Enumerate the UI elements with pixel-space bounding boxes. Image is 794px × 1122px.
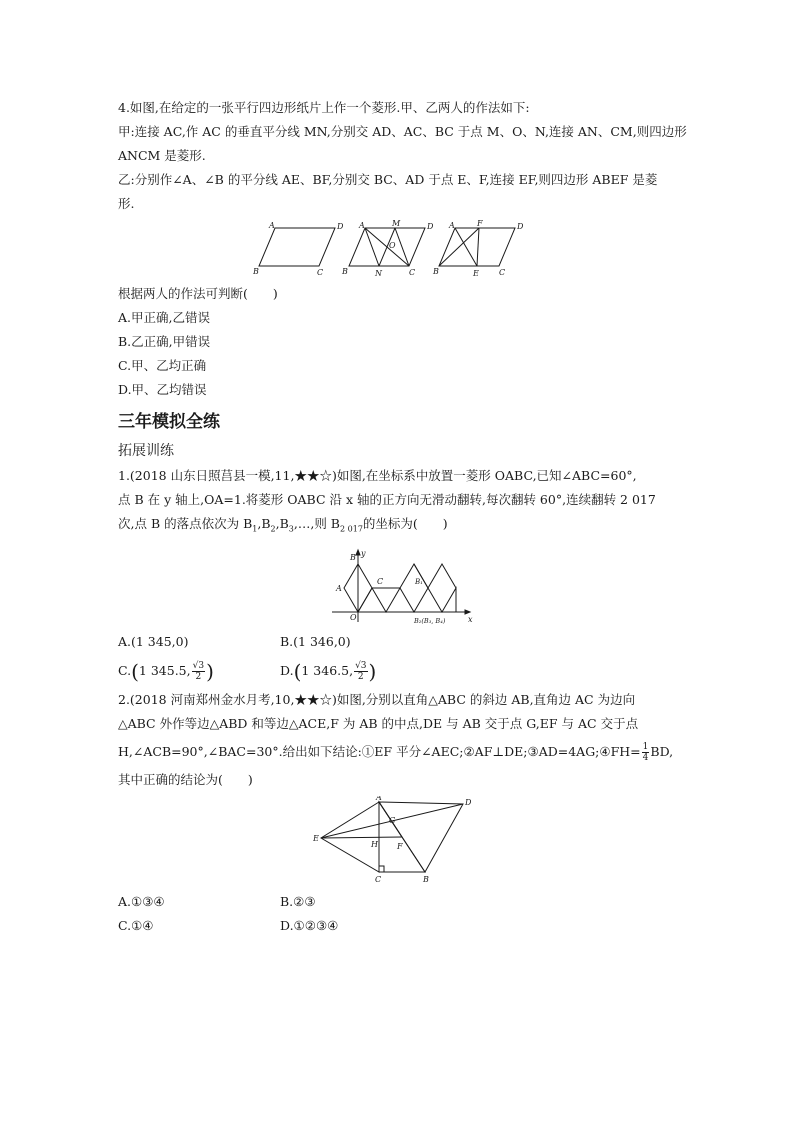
q4-f3-label-a: A [449, 221, 455, 230]
q1-option-c: C.(1 345.5, $\frac{√3}{2}$ ) [118, 659, 214, 683]
q1-option-c-prefix: C. [118, 662, 132, 678]
q4-f2-label-a: A [359, 221, 365, 230]
q2-line1: 2.(2018 河南郑州金水月考,10,★★☆)如图,分别以直角△ABC 的斜边 AB,直角边 AC 为边向 [118, 692, 636, 707]
q1-fig-label-b1: B₁ [415, 577, 423, 586]
q4-jia-line2: ANCM 是菱形. [118, 148, 206, 163]
q4-yi-line2: 形. [118, 196, 135, 211]
q4-f2-label-n: N [375, 269, 382, 278]
q1-line3-a: 次,点 B 的落点依次为 B [118, 516, 253, 531]
q1-fig-label-a: A [336, 583, 342, 593]
q1-line1: 1.(2018 山东日照莒县一模,11,★★☆)如图,在坐标系中放置一菱形 OABC,已知∠ABC=60°, [118, 468, 637, 483]
q4-option-c: C.甲、乙均正确 [118, 358, 207, 373]
q2-fraction [642, 742, 650, 763]
q4-option-d: D.甲、乙均错误 [118, 382, 207, 397]
q2-frac-num: 1 [642, 742, 649, 752]
q2-frac-den: 4 [642, 753, 649, 763]
q2-fig-label-e: E [313, 834, 319, 843]
q2-fig-label-h: H [371, 840, 378, 849]
q1-option-c-den: 2 [195, 671, 202, 682]
q4-f2-label-c: C [409, 268, 416, 277]
rhombus-rolling-figure [328, 546, 478, 628]
sub-title: 拓展训练 [118, 443, 174, 459]
q4-f2-label-o: O [389, 241, 396, 250]
q4-f1-label-b: B [253, 267, 259, 276]
q1-option-c-num: √3 [192, 660, 205, 671]
q2-option-c: C.①④ [118, 918, 154, 933]
q1-line3-d: ,…,则 B [293, 516, 340, 531]
triangle-figure [313, 796, 493, 888]
q4-figure [118, 220, 688, 280]
q4-stem: 4.如图,在给定的一张平行四边形纸片上作一个菱形.甲、乙两人的作法如下: [118, 100, 530, 115]
q1-option-d-prefix: D. [280, 662, 294, 678]
q1-figure [118, 546, 688, 628]
q1-option-d-num: √3 [355, 660, 367, 671]
q2-fig-label-g: G [389, 816, 396, 825]
q4-f3-label-d: D [517, 222, 524, 231]
q1-option-c-value: 1 345.5, [138, 662, 191, 678]
q1-line3-b: ,B [257, 516, 271, 531]
q4-f3-label-f: F [477, 220, 483, 228]
q1-options-row2 [118, 654, 688, 689]
q2-line4: 其中正确的结论为( ) [118, 772, 253, 787]
q1-line3-c: ,B [275, 516, 289, 531]
q1-option-d-den: 2 [357, 671, 364, 682]
q1-option-d: D.(1 346.5, $\frac{√3}{2}$ ) [280, 659, 377, 683]
q1-line2: 点 B 在 y 轴上,OA=1.将菱形 OABC 沿 x 轴的正方向无滑动翻转,每次翻转 60°,连续翻转 2 017 [118, 492, 656, 507]
q2-line3-a: H,∠ACB=90°,∠BAC=30°.给出如下结论:①EF 平分∠AEC;②AF⊥DE;③AD=4AG;④FH= [118, 744, 641, 759]
q2-fig-label-d: D [465, 798, 472, 807]
document-page [118, 96, 688, 938]
q2-fig-label-b: B [423, 875, 429, 884]
q2-fig-label-f: F [397, 842, 403, 851]
q4-yi-line1: 乙:分别作∠A、∠B 的平分线 AE、BF,分别交 BC、AD 于点 E、F,连接 EF,则四边形 ABEF 是菱 [118, 172, 658, 187]
q4-f1-label-c: C [317, 268, 324, 277]
q4-f2-label-d: D [427, 222, 434, 231]
q1-line3 [118, 512, 688, 542]
q4-f2-label-m: M [392, 220, 401, 228]
q1-option-b: B.(1 346,0) [280, 633, 351, 649]
q4-jia-line1: 甲:连接 AC,作 AC 的垂直平分线 MN,分别交 AD、AC、BC 于点 M、O、N,连接 AN、CM,则四边形 [118, 124, 687, 139]
q1-option-c-fraction [192, 661, 205, 682]
q2-line3 [118, 736, 688, 768]
q4-question: 根据两人的作法可判断( ) [118, 286, 278, 301]
q1-sub-2017: 2 017 [340, 524, 363, 534]
q4-option-a: A.甲正确,乙错误 [118, 310, 210, 325]
q4-f2-label-b: B [342, 267, 348, 276]
q4-f1-label-d: D [337, 222, 344, 231]
q1-fig-label-y: y [361, 548, 366, 558]
q4-option-b: B.乙正确,甲错误 [118, 334, 211, 349]
parallelogram-figures [253, 220, 553, 280]
q4-f3-label-b: B [433, 267, 439, 276]
q1-fig-label-o: O [350, 612, 357, 622]
q2-option-a: A.①③④ [118, 894, 165, 909]
q1-fig-label-c: C [377, 576, 384, 586]
q1-fig-label-b: B [350, 552, 356, 562]
q2-option-b: B.②③ [280, 894, 316, 909]
q2-options-row2 [118, 914, 688, 938]
q1-options-row1 [118, 630, 688, 654]
q4-f3-label-c: C [499, 268, 506, 277]
section-title: 三年模拟全练 [118, 412, 220, 432]
q1-sub-1: 1 [252, 524, 258, 534]
q2-fig-label-a: A [376, 796, 382, 802]
q1-option-d-fraction [354, 661, 367, 682]
q1-option-d-value: 1 346.5, [301, 662, 354, 678]
q1-sub-2: 2 [270, 524, 276, 534]
q1-fig-label-x: x [468, 614, 473, 624]
q1-fig-label-b2: B₂(B₃, B₄) [414, 616, 446, 625]
q2-fig-label-c: C [375, 875, 382, 884]
q2-line3-b: BD, [650, 744, 674, 759]
q2-options-row1 [118, 890, 688, 914]
q4-f1-label-a: A [269, 221, 275, 230]
q2-line2: △ABC 外作等边△ABD 和等边△ACE,F 为 AB 的中点,DE 与 AB 交于点 G,EF 与 AC 交于点 [118, 716, 639, 731]
q1-option-a: A.(1 345,0) [118, 633, 189, 649]
q2-figure [118, 796, 688, 888]
q1-line3-e: 的坐标为( ) [362, 516, 448, 531]
q2-option-d: D.①②③④ [280, 918, 339, 933]
q1-sub-3: 3 [288, 524, 294, 534]
q4-f3-label-e: E [473, 269, 479, 278]
